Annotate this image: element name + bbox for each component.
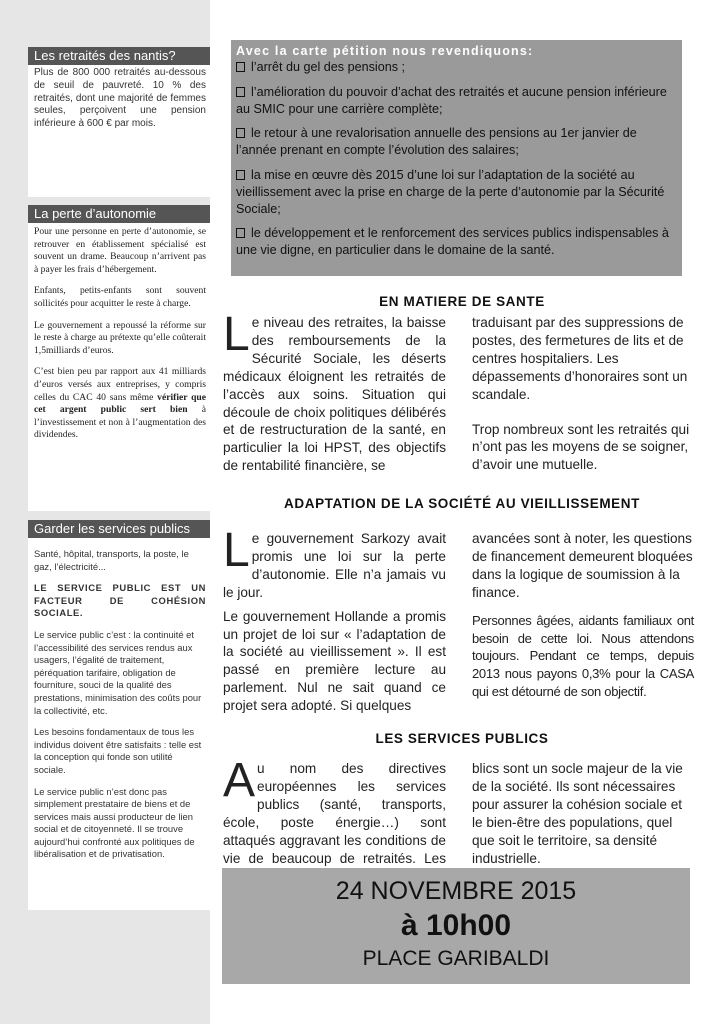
sidebar-box-services bbox=[28, 538, 210, 910]
sante-col2-p1: traduisant par des suppressions de postes, des fermetures de lits et de centres hospitaliers. Les dépassements d’honoraires sont un scandale. bbox=[472, 315, 688, 402]
demands-box bbox=[231, 40, 682, 276]
sidebar-autonomie-p4-start: C’est bien peu par rapport aux 41 milliards d’euros versés aux entreprises, y compris celles du CAC 40 sans même bbox=[34, 366, 206, 403]
sidebar-services-p5: Le service public n’est donc pas simplement prestataire de biens et de services mais aussi producteur de lien social et de citoyenneté. Il se trouve aujourd’hui confronté aux politiques de libéralisation et de privatisation. bbox=[34, 785, 195, 860]
adaptation-column-2 bbox=[472, 530, 694, 701]
checkbox-square-icon bbox=[236, 170, 245, 180]
adaptation-col2-p2: Personnes âgées, aidants familiaux ont besoin de cette loi. Nous attendons toujours. Pendant ce temps, depuis 2013 nous payons 0,3% pour la CASA qui est détourné de son objectif. bbox=[472, 612, 694, 700]
sante-col1-text: e niveau des retraites, la baisse des remboursements de la Sécurité Sociale, les déserts médicaux éloignent les retraités de l’accès aux soins. Situation qui découle de choix politiques délibérés et de restructuration de la santé, en particulier la loi HPST, des objectifs de rentabilité financière, se bbox=[223, 315, 446, 474]
services-column-1 bbox=[223, 754, 446, 885]
event-date: 24 NOVEMBRE 2015 bbox=[335, 877, 577, 905]
adaptation-col2-p1: avancées sont à noter, les questions de financement demeurent bloquées dans la logique de soumission à la finance. bbox=[472, 531, 693, 600]
demand-text: la mise en œuvre dès 2015 d’une loi sur l’adaptation de la société au vieillissement avec la prise en charge de la perte d’autonomie par la Sécurité Sociale; bbox=[236, 167, 665, 216]
checkbox-square-icon bbox=[236, 62, 245, 72]
demand-text: l’arrêt du gel des pensions ; bbox=[251, 60, 406, 74]
sante-column-1 bbox=[223, 308, 446, 475]
sidebar-box-autonomie bbox=[28, 223, 210, 511]
checkbox-square-icon bbox=[236, 228, 245, 238]
demand-text: l’amélioration du pouvoir d’achat des retraités et aucune pension inférieure au SMIC pour une carrière complète; bbox=[236, 84, 667, 116]
adaptation-dropcap: L bbox=[223, 524, 250, 577]
sante-col2-p2: Trop nombreux sont les retraités qui n’ont pas les moyens de se soigner, d’avoir une mutuelle. bbox=[472, 421, 690, 473]
demand-item bbox=[236, 167, 676, 217]
demand-text: le développement et le renforcement des services publics indispensables à une vie digne, en particulier dans le domaine de la santé. bbox=[236, 226, 669, 258]
sidebar-services-p3: Le service public c’est : la continuité et l’accessibilité des services rendus aux usagers, l’égalité de traitement, péréquation tarifaire, obligation de fourniture, souci de la qualité des prestations, minimisation des coûts pour la collectivité, etc. bbox=[34, 628, 202, 716]
sidebar-nantis-text: Plus de 800 000 retraités au-dessous de seuil de pauvreté. 10 % des retraités, dont une majorité de femmes seules, perçoivent une pension inférieure à 600 € par mois. bbox=[34, 67, 206, 130]
event-place: PLACE GARIBALDI bbox=[362, 947, 550, 970]
checkbox-square-icon bbox=[236, 87, 245, 97]
sidebar bbox=[0, 0, 210, 1024]
sidebar-box-nantis bbox=[28, 65, 210, 197]
demand-item bbox=[236, 59, 676, 76]
adaptation-col1-p2: Le gouvernement Hollande a promis un projet de loi sur « l’adaptation de la société au vieillissement ». Il est passé en première lecture au parlement. Nul ne sait quand ce projet sera adopté. Si quelques bbox=[223, 608, 446, 714]
sidebar-autonomie-p4-end: à l’investissement et non à l’augmentation des dividendes. bbox=[34, 404, 206, 441]
services-column-2 bbox=[472, 760, 694, 867]
services-col2-text: blics sont un socle majeur de la vie de la société. Ils sont nécessaires pour assurer la cohésion sociale et le bien-être des populations, quel que soit le territoire, sa densité industrielle. bbox=[472, 761, 683, 866]
sidebar-autonomie-p4-bold: vérifier que cet argent public sert bien bbox=[34, 391, 207, 416]
services-col1-text: u nom des directives européennes les services publics (santé, transports, école, poste énergie…) sont attaqués aggravant les conditions de vie de beaucoup de retraités. Les bbox=[223, 761, 446, 866]
sidebar-services-p2: LE SERVICE PUBLIC EST UN FACTEUR DE COHÉSION SOCIALE. bbox=[34, 582, 206, 619]
section-title-adaptation: ADAPTATION DE LA SOCIÉTÉ AU VIEILLISSEMENT bbox=[284, 496, 640, 511]
sidebar-services-p4: Les besoins fondamentaux de tous les individus doivent être satisfaits : telle est la conception qui fonde son utilité sociale. bbox=[34, 726, 202, 775]
sidebar-autonomie-p4 bbox=[34, 366, 206, 442]
sante-dropcap: L bbox=[223, 308, 250, 361]
demands-title: Avec la carte pétition nous revendiquons: bbox=[236, 44, 534, 58]
sante-column-2 bbox=[472, 314, 694, 474]
event-time: à 10h00 bbox=[400, 909, 512, 942]
section-title-sante: EN MATIERE DE SANTE bbox=[379, 294, 545, 309]
sidebar-autonomie-p2: Enfants, petits-enfants sont souvent sollicités pour acquitter le reste à charge. bbox=[34, 285, 206, 309]
sidebar-autonomie-p3: Le gouvernement a repoussé la réforme sur le reste à charge au prétexte qu’elle coûterait 1,5milliards d’euros. bbox=[34, 319, 206, 356]
section-title-services: LES SERVICES PUBLICS bbox=[375, 731, 549, 746]
demand-text: le retour à une revalorisation annuelle des pensions au 1er janvier de l’année prenant en compte l’évolution des salaires; bbox=[236, 126, 637, 158]
adaptation-column-1 bbox=[223, 524, 446, 715]
event-box bbox=[222, 868, 690, 984]
sidebar-heading-services: Garder les services publics bbox=[28, 520, 210, 538]
services-dropcap: A bbox=[223, 754, 256, 807]
sidebar-autonomie-p1: Pour une personne en perte d’autonomie, se retrouver en établissement spécialisé est souvent un drame. Beaucoup n’arrivent pas à payer les frais d’hébergement. bbox=[34, 226, 206, 275]
adaptation-col1-p1: e gouvernement Sarkozy avait promis une loi sur la perte d’autonomie. Elle n’a jamais vu le jour. bbox=[223, 531, 446, 600]
checkbox-square-icon bbox=[236, 128, 245, 138]
sidebar-services-p1: Santé, hôpital, transports, la poste, le gaz, l’électricité... bbox=[34, 548, 189, 572]
sidebar-heading-autonomie: La perte d’autonomie bbox=[28, 205, 210, 223]
demand-item bbox=[236, 225, 676, 259]
sidebar-heading-nantis: Les retraités des nantis? bbox=[28, 47, 210, 65]
demand-item bbox=[236, 125, 676, 159]
demand-item bbox=[236, 84, 676, 118]
